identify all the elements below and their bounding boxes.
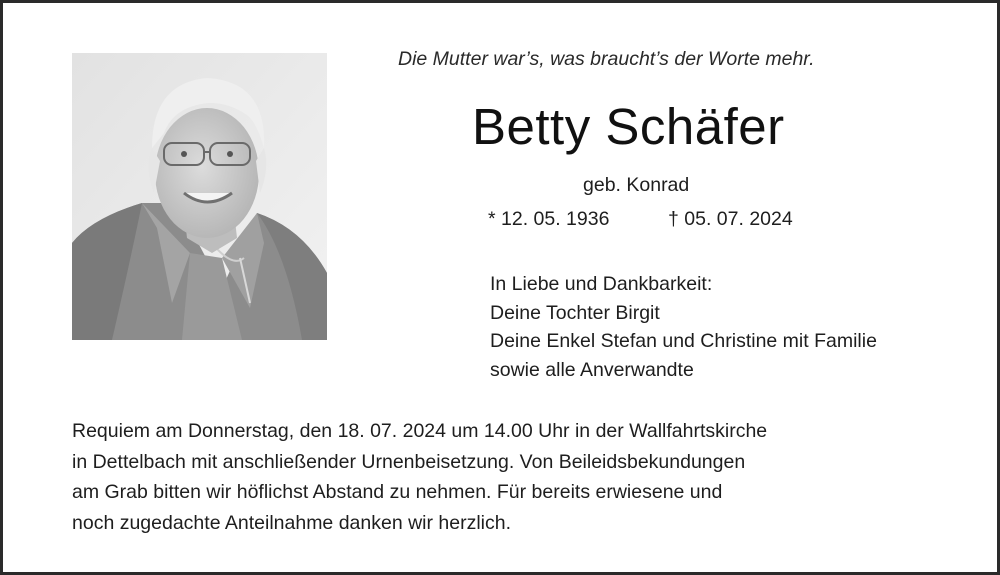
- birth-date: * 12. 05. 1936: [488, 208, 610, 230]
- requiem-line: am Grab bitten wir höflichst Abstand zu nehmen. Für bereits erwiesene und: [72, 481, 723, 503]
- memorial-quote: Die Mutter war’s, was braucht’s der Worte mehr.: [398, 48, 815, 70]
- requiem-line: Requiem am Donnerstag, den 18. 07. 2024 um 14.00 Uhr in der Wallfahrtskirche: [72, 420, 768, 442]
- requiem-line: in Dettelbach mit anschließender Urnenbeisetzung. Von Beileidsbekundungen: [72, 450, 746, 473]
- mourners-list: [490, 270, 877, 384]
- mourners-line: sowie alle Anverwandte: [490, 358, 694, 381]
- requiem-line: noch zugedachte Anteilnahme danken wir herzlich.: [72, 511, 512, 534]
- portrait-photo: [72, 53, 327, 340]
- requiem-text: [72, 416, 767, 538]
- mourners-line: Deine Tochter Birgit: [490, 301, 660, 324]
- maiden-name: geb. Konrad: [583, 174, 690, 196]
- deceased-name: Betty Schäfer: [472, 98, 785, 155]
- mourners-line: Deine Enkel Stefan und Christine mit Familie: [490, 330, 877, 352]
- death-date: † 05. 07. 2024: [668, 208, 793, 230]
- mourners-line: In Liebe und Dankbarkeit:: [490, 273, 713, 295]
